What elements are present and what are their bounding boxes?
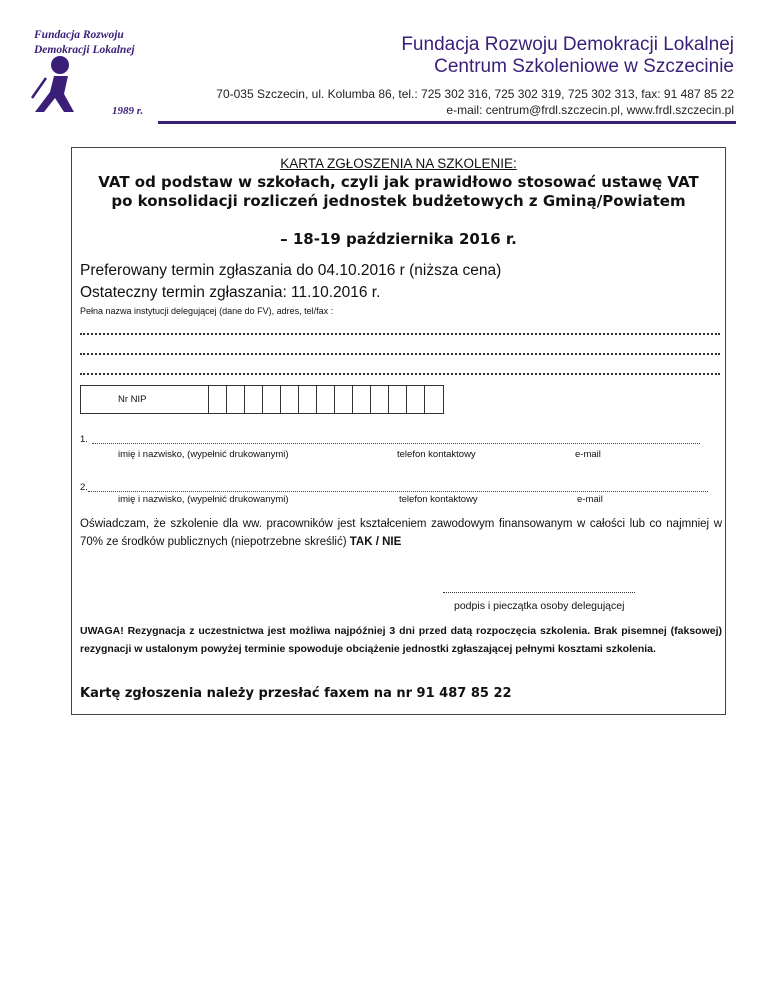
course-title-line-2: po konsolidacji rozliczeń jednostek budżetowych z Gminą/Powiatem — [111, 192, 686, 210]
course-title-line-1: VAT od podstaw w szkołach, czyli jak prawidłowo stosować ustawę VAT — [98, 173, 699, 191]
nip-cell[interactable] — [424, 385, 425, 414]
org-title-line-2: Centrum Szkoleniowe w Szczecinie — [434, 56, 734, 77]
logo-year: 1989 r. — [112, 105, 144, 117]
person-walking-icon — [24, 54, 84, 114]
declaration-choice[interactable]: TAK / NIE — [349, 536, 402, 548]
participant-1-field[interactable] — [92, 443, 700, 444]
signature-field[interactable] — [443, 592, 635, 593]
warning-note: UWAGA! Rezygnacja z uczestnictwa jest możliwa najpóźniej 3 dni przed datą rozpoczęcia szkolenia. Brak pisemnej (faksowej) rezygnacji w ustalonym powyżej terminie spowoduje obciążenie jednostki zgłaszającej pełnymi kosztami szkolenia. — [80, 625, 722, 655]
participant-2-phone-label: telefon kontaktowy — [399, 494, 478, 505]
nip-cell[interactable] — [208, 385, 209, 414]
declaration-text: Oświadczam, że szkolenie dla ww. pracowników jest kształceniem zawodowym finansowanym w całości lub co najmniej w 70% ze środków publicznych (niepotrzebne skreślić) — [80, 518, 722, 548]
final-term: Ostateczny termin zgłaszania: 11.10.2016 r. — [80, 284, 381, 301]
org-address — [216, 87, 734, 118]
nip-cell[interactable] — [298, 385, 299, 414]
form-label-text: KARTA ZGŁOSZENIA NA SZKOLENIE: — [280, 156, 517, 171]
address-line: 70-035 Szczecin, ul. Kolumba 86, tel.: 725 302 316, 725 302 319, 725 302 313, fax: 91 487 85 22 — [216, 87, 734, 101]
signature-label: podpis i pieczątka osoby delegującej — [454, 600, 625, 612]
nip-cell[interactable] — [388, 385, 389, 414]
participant-2-name-label: imię i nazwisko, (wypełnić drukowanymi) — [118, 494, 289, 505]
header-rule — [158, 121, 736, 124]
nip-cell[interactable] — [244, 385, 245, 414]
fax-note: Kartę zgłoszenia należy przesłać faxem na nr 91 487 85 22 — [80, 686, 512, 701]
participant-2-field[interactable] — [88, 491, 708, 492]
course-title — [71, 173, 726, 211]
logo-name-line-2: Demokracji Lokalnej — [34, 44, 135, 56]
nip-cell[interactable] — [262, 385, 263, 414]
nip-cell[interactable] — [352, 385, 353, 414]
institution-field-1[interactable] — [80, 333, 720, 335]
institution-field-2[interactable] — [80, 353, 720, 355]
institution-field-3[interactable] — [80, 373, 720, 375]
participant-2-email-label: e-mail — [577, 494, 603, 505]
nip-label: Nr NIP — [118, 394, 147, 405]
declaration — [80, 515, 722, 551]
participant-1-phone-label: telefon kontaktowy — [397, 449, 476, 460]
participant-1-email-label: e-mail — [575, 449, 601, 460]
institution-label: Pełna nazwa instytucji delegującej (dane do FV), adres, tel/fax : — [80, 306, 334, 316]
course-date: – 18-19 października 2016 r. — [280, 230, 517, 248]
email-line: e-mail: centrum@frdl.szczecin.pl, www.frdl.szczecin.pl — [446, 102, 734, 117]
logo-name-line-1: Fundacja Rozwoju — [34, 29, 124, 41]
nip-cell[interactable] — [226, 385, 227, 414]
nip-cell[interactable] — [406, 385, 407, 414]
org-title-line-1: Fundacja Rozwoju Demokracji Lokalnej — [401, 34, 734, 55]
participant-1-name-label: imię i nazwisko, (wypełnić drukowanymi) — [118, 449, 289, 460]
nip-cell[interactable] — [370, 385, 371, 414]
nip-cell[interactable] — [280, 385, 281, 414]
nip-cell[interactable] — [334, 385, 335, 414]
nip-cell[interactable] — [316, 385, 317, 414]
participant-2-num: 2. — [80, 482, 88, 493]
org-title — [401, 34, 734, 78]
form-label — [71, 156, 726, 171]
preferred-term: Preferowany termin zgłaszania do 04.10.2016 r (niższa cena) — [80, 262, 502, 279]
participant-1-num: 1. — [80, 434, 88, 445]
